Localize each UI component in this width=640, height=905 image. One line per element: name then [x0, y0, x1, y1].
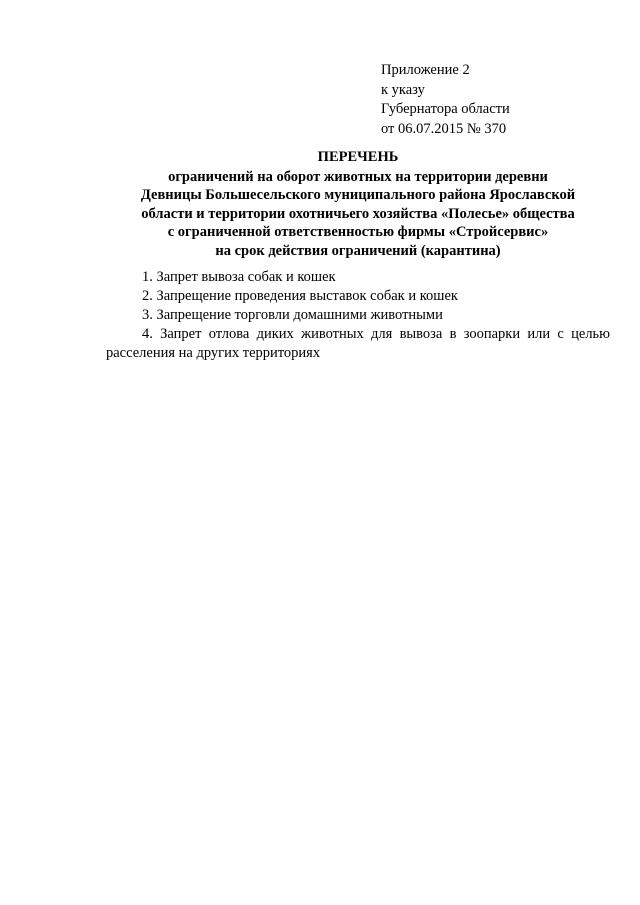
title-line: области и территории охотничьего хозяйства «Полесье» общества — [141, 205, 575, 222]
appendix-line: Приложение 2 — [381, 62, 470, 78]
appendix-line: от 06.07.2015 № 370 — [381, 120, 507, 137]
title-heading: ПЕРЕЧЕНЬ — [317, 149, 399, 165]
restrictions-list — [106, 268, 610, 363]
title-line: ограничений на оборот животных на территории деревни — [168, 168, 548, 185]
list-item: 2. Запрещение проведения выставок собак и кошек — [142, 288, 458, 304]
appendix-line: Губернатора области — [381, 101, 510, 117]
title-line: Девницы Большесельского муниципального района Ярославской — [140, 187, 576, 203]
document-title — [106, 148, 610, 260]
appendix-reference — [381, 61, 581, 139]
title-line: на срок действия ограничений (карантина) — [215, 242, 501, 259]
title-line: с ограниченной ответственностью фирмы «Стройсервис» — [167, 224, 549, 240]
list-item-continuation: расселения на других территориях — [106, 345, 321, 361]
appendix-line: к указу — [381, 81, 425, 98]
list-item-line: 4. Запрет отлова диких животных для вывоза в зоопарки или с целью — [142, 326, 610, 342]
list-item: 1. Запрет вывоза собак и кошек — [142, 269, 336, 285]
list-item: 3. Запрещение торговли домашними животными — [142, 307, 443, 323]
